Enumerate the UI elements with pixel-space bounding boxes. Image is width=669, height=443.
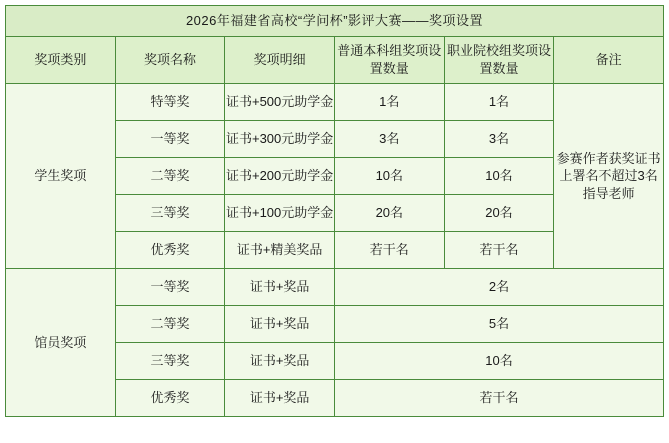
merged-count: 若干名 (334, 380, 663, 417)
award-name: 二等奖 (115, 306, 225, 343)
vocational-count: 1名 (444, 84, 554, 121)
column-header-undergrad-count: 普通本科组奖项设置数量 (334, 37, 444, 84)
award-detail: 证书+奖品 (225, 380, 335, 417)
undergrad-count: 若干名 (334, 232, 444, 269)
award-name: 一等奖 (115, 269, 225, 306)
award-detail: 证书+奖品 (225, 343, 335, 380)
award-detail: 证书+500元助学金 (225, 84, 335, 121)
award-detail: 证书+精美奖品 (225, 232, 335, 269)
award-detail: 证书+奖品 (225, 306, 335, 343)
merged-count: 2名 (334, 269, 663, 306)
document-page (0, 5, 669, 443)
undergrad-count: 1名 (334, 84, 444, 121)
award-detail: 证书+300元助学金 (225, 121, 335, 158)
table-header-row (6, 37, 664, 84)
remark-student: 参赛作者获奖证书上署名不超过3名指导老师 (554, 84, 664, 269)
table-row (6, 84, 664, 121)
column-header-award-detail: 奖项明细 (225, 37, 335, 84)
undergrad-count: 3名 (334, 121, 444, 158)
award-detail: 证书+100元助学金 (225, 195, 335, 232)
award-detail: 证书+奖品 (225, 269, 335, 306)
table-title-row (6, 6, 664, 37)
column-header-category: 奖项类别 (6, 37, 116, 84)
award-name: 优秀奖 (115, 380, 225, 417)
column-header-award-name: 奖项名称 (115, 37, 225, 84)
vocational-count: 3名 (444, 121, 554, 158)
award-name: 三等奖 (115, 195, 225, 232)
column-header-vocational-count: 职业院校组奖项设置数量 (444, 37, 554, 84)
award-name: 优秀奖 (115, 232, 225, 269)
award-settings-table (5, 5, 664, 417)
undergrad-count: 10名 (334, 158, 444, 195)
category-librarian: 馆员奖项 (6, 269, 116, 417)
table-row (6, 269, 664, 306)
undergrad-count: 20名 (334, 195, 444, 232)
award-name: 二等奖 (115, 158, 225, 195)
category-student: 学生奖项 (6, 84, 116, 269)
award-detail: 证书+200元助学金 (225, 158, 335, 195)
column-header-remark: 备注 (554, 37, 664, 84)
merged-count: 5名 (334, 306, 663, 343)
page-title: 2026年福建省高校“学问杯”影评大赛——奖项设置 (6, 6, 664, 37)
merged-count: 10名 (334, 343, 663, 380)
vocational-count: 20名 (444, 195, 554, 232)
vocational-count: 若干名 (444, 232, 554, 269)
award-name: 一等奖 (115, 121, 225, 158)
award-name: 特等奖 (115, 84, 225, 121)
award-name: 三等奖 (115, 343, 225, 380)
vocational-count: 10名 (444, 158, 554, 195)
